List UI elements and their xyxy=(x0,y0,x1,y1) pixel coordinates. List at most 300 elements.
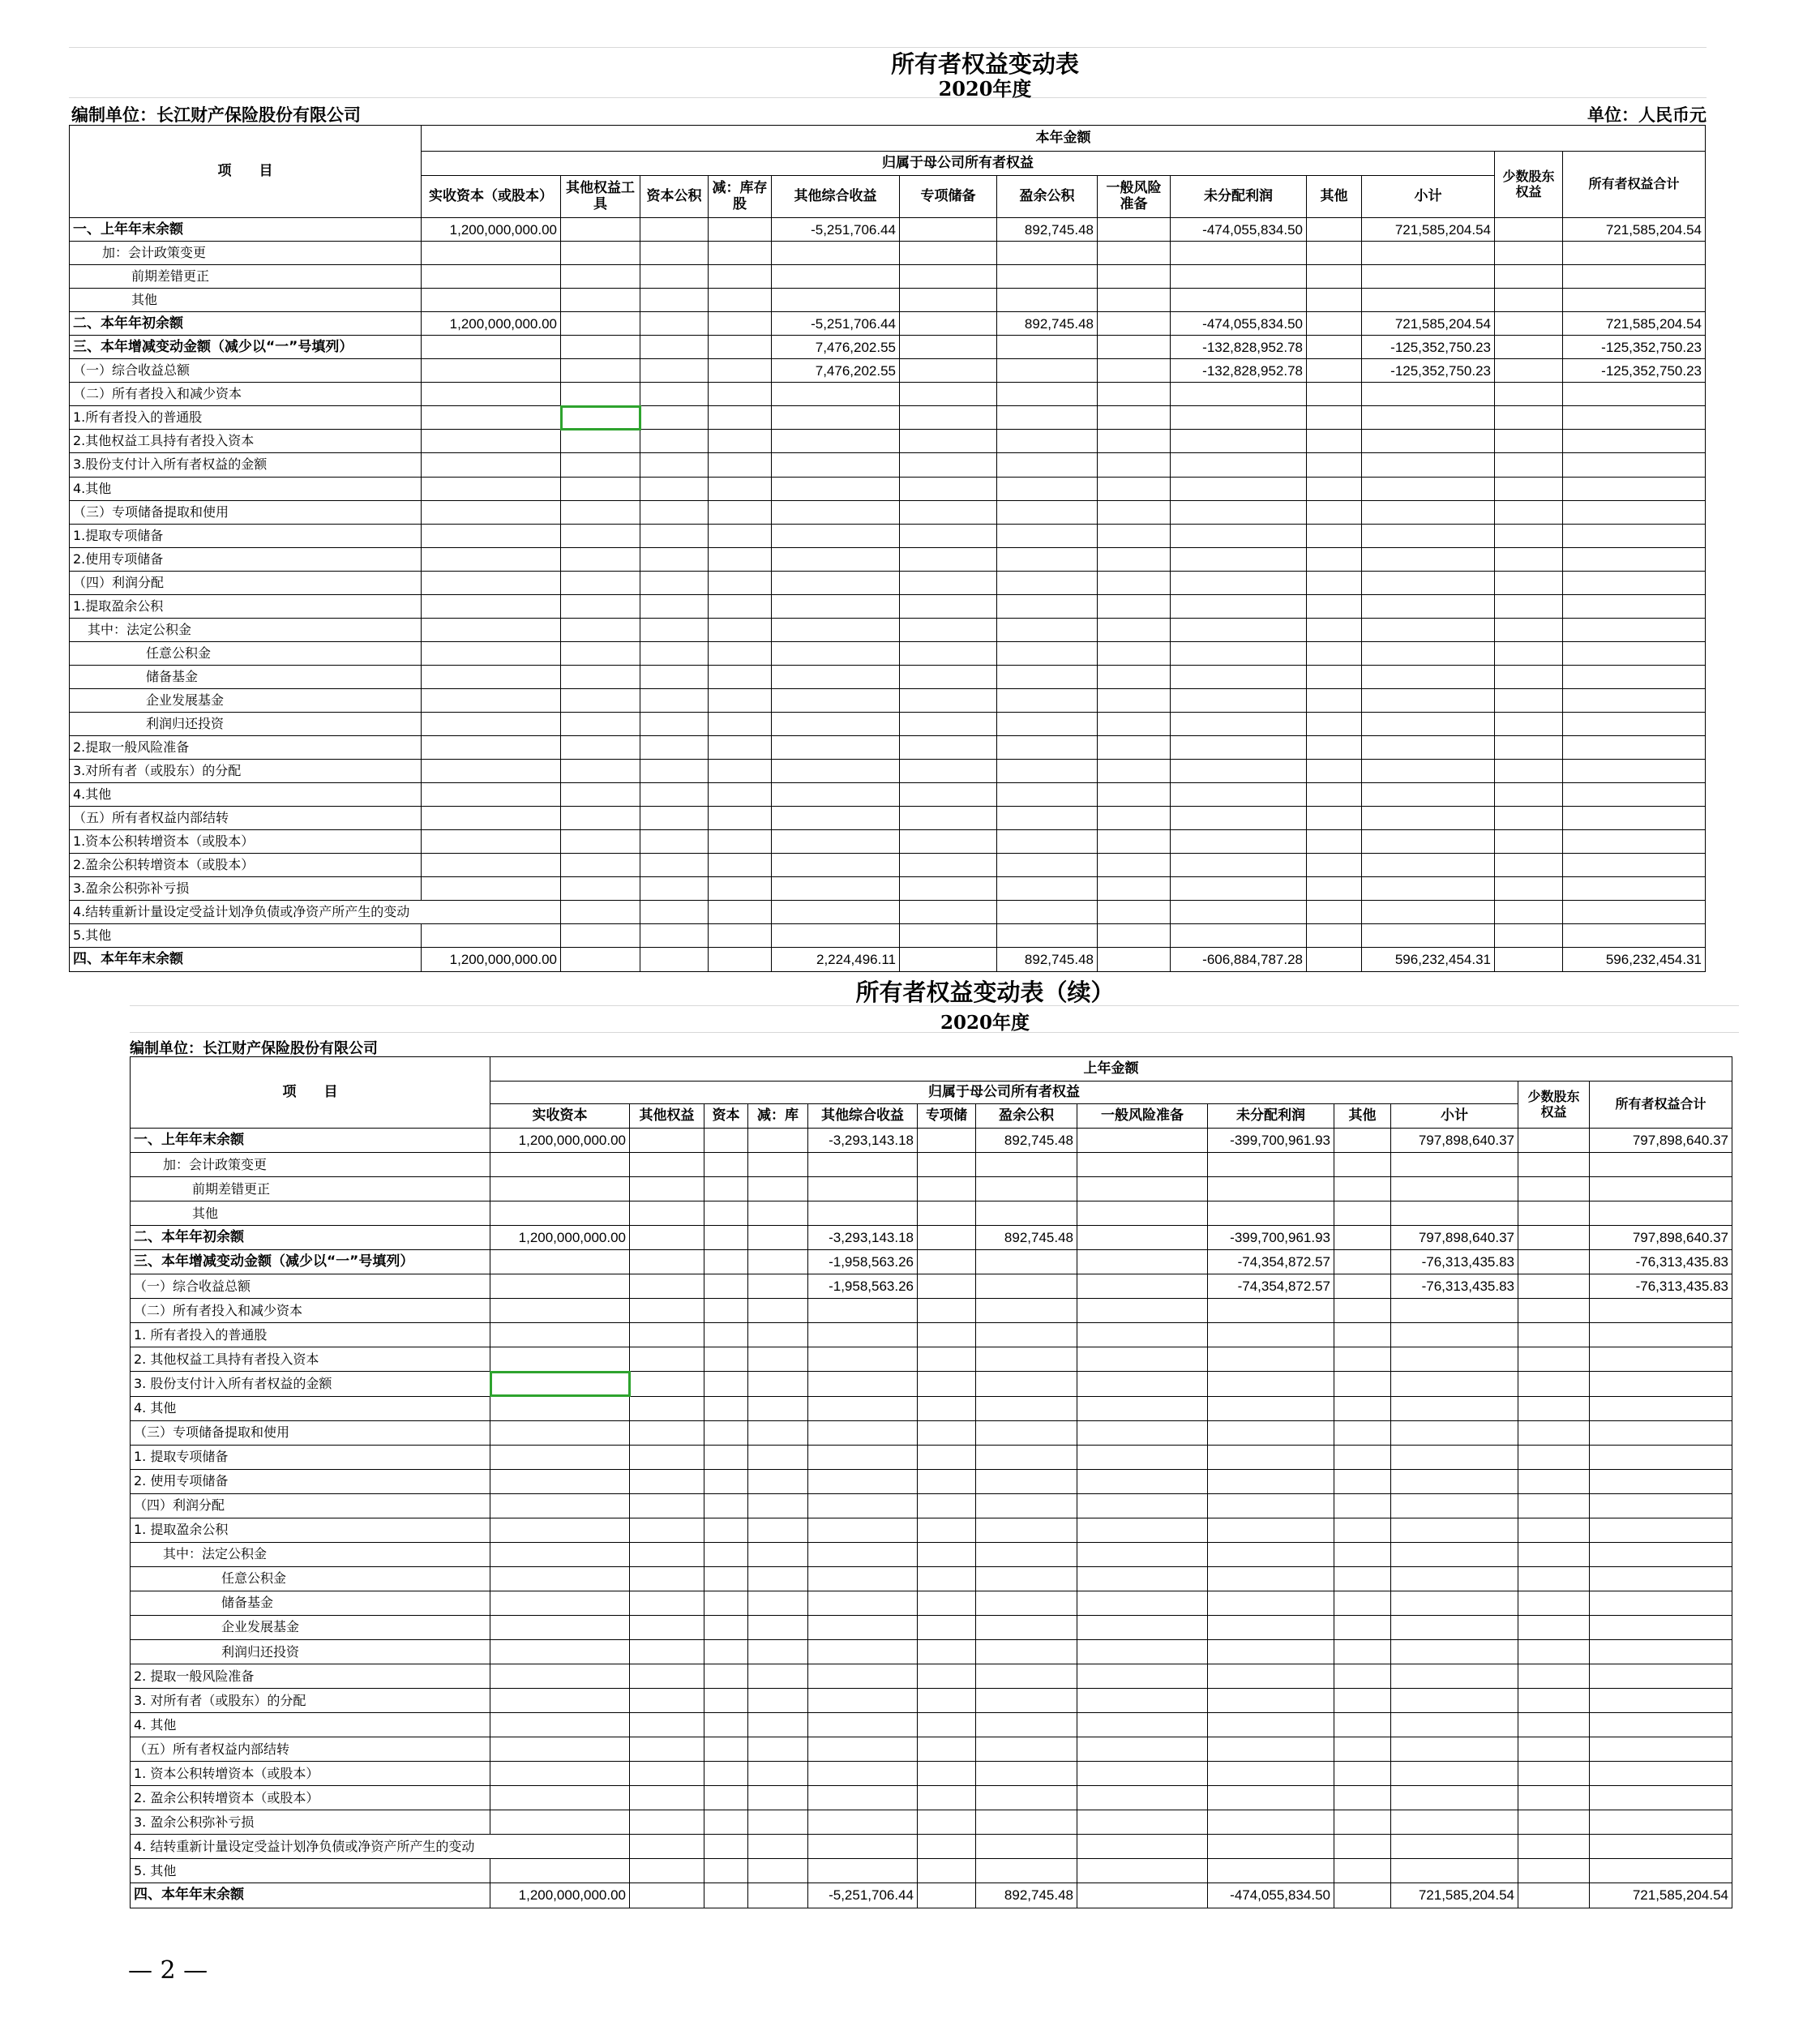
cell[interactable] xyxy=(709,430,772,453)
cell[interactable] xyxy=(709,571,772,594)
cell[interactable] xyxy=(748,1639,808,1664)
cell[interactable] xyxy=(1077,1835,1208,1859)
cell[interactable] xyxy=(748,1762,808,1786)
cell[interactable] xyxy=(1563,383,1706,406)
cell[interactable] xyxy=(1590,1445,1732,1469)
cell[interactable] xyxy=(422,406,561,430)
cell[interactable] xyxy=(1518,1250,1590,1274)
cell[interactable] xyxy=(1563,807,1706,830)
cell[interactable] xyxy=(1495,807,1563,830)
cell[interactable] xyxy=(772,924,900,948)
cell[interactable] xyxy=(1098,618,1171,641)
cell[interactable] xyxy=(561,901,640,924)
cell[interactable] xyxy=(772,665,900,688)
cell[interactable] xyxy=(561,665,640,688)
cell[interactable] xyxy=(772,830,900,854)
cell[interactable] xyxy=(1362,477,1495,500)
cell[interactable] xyxy=(1391,1518,1518,1542)
cell[interactable] xyxy=(1563,430,1706,453)
cell[interactable]: -1,958,563.26 xyxy=(808,1274,918,1299)
cell[interactable] xyxy=(1590,1347,1732,1372)
cell[interactable] xyxy=(772,406,900,430)
cell[interactable] xyxy=(1590,1396,1732,1420)
cell[interactable]: 721,585,204.54 xyxy=(1590,1883,1732,1908)
cell[interactable] xyxy=(1334,1591,1391,1615)
cell[interactable] xyxy=(1334,1859,1391,1883)
cell[interactable] xyxy=(1590,1566,1732,1591)
cell[interactable] xyxy=(1307,383,1362,406)
cell[interactable] xyxy=(1362,665,1495,688)
cell[interactable] xyxy=(918,1250,976,1274)
cell[interactable] xyxy=(422,712,561,735)
cell[interactable] xyxy=(900,547,997,571)
cell[interactable]: -132,828,952.78 xyxy=(1171,336,1307,359)
cell[interactable] xyxy=(561,948,640,971)
cell[interactable] xyxy=(976,1347,1077,1372)
cell[interactable] xyxy=(1098,312,1171,336)
cell[interactable] xyxy=(1171,571,1307,594)
cell[interactable] xyxy=(748,1250,808,1274)
cell[interactable] xyxy=(748,1737,808,1762)
cell[interactable] xyxy=(561,736,640,760)
cell[interactable] xyxy=(772,641,900,665)
cell[interactable] xyxy=(1391,1347,1518,1372)
cell[interactable] xyxy=(561,359,640,383)
cell[interactable] xyxy=(640,641,709,665)
cell[interactable] xyxy=(630,1493,704,1518)
cell[interactable] xyxy=(918,1469,976,1493)
cell[interactable] xyxy=(808,1347,918,1372)
cell[interactable] xyxy=(630,1689,704,1713)
cell[interactable] xyxy=(640,430,709,453)
cell[interactable] xyxy=(1208,1153,1334,1177)
cell[interactable] xyxy=(1362,383,1495,406)
cell[interactable] xyxy=(640,807,709,830)
cell[interactable] xyxy=(422,736,561,760)
cell[interactable] xyxy=(772,242,900,265)
cell[interactable] xyxy=(630,1566,704,1591)
cell[interactable] xyxy=(1307,289,1362,312)
cell[interactable] xyxy=(1495,312,1563,336)
cell[interactable] xyxy=(1334,1835,1391,1859)
cell[interactable] xyxy=(704,1153,748,1177)
cell[interactable] xyxy=(1495,430,1563,453)
cell[interactable] xyxy=(997,901,1098,924)
cell[interactable] xyxy=(808,1566,918,1591)
cell[interactable] xyxy=(900,383,997,406)
cell[interactable] xyxy=(900,477,997,500)
cell[interactable] xyxy=(900,712,997,735)
cell[interactable] xyxy=(997,500,1098,524)
cell[interactable] xyxy=(490,1591,630,1615)
cell[interactable] xyxy=(1171,265,1307,289)
cell[interactable] xyxy=(640,760,709,783)
cell[interactable] xyxy=(772,618,900,641)
cell[interactable] xyxy=(1518,1786,1590,1810)
cell[interactable] xyxy=(1391,1835,1518,1859)
cell[interactable] xyxy=(1077,1591,1208,1615)
cell[interactable] xyxy=(490,1639,630,1664)
cell[interactable] xyxy=(422,807,561,830)
cell[interactable] xyxy=(772,500,900,524)
cell[interactable] xyxy=(1391,1639,1518,1664)
cell[interactable] xyxy=(640,665,709,688)
cell[interactable] xyxy=(997,477,1098,500)
cell[interactable] xyxy=(1362,901,1495,924)
cell[interactable] xyxy=(1362,807,1495,830)
cell[interactable]: 1,200,000,000.00 xyxy=(490,1129,630,1153)
cell[interactable] xyxy=(900,289,997,312)
cell[interactable] xyxy=(976,1786,1077,1810)
cell[interactable] xyxy=(808,1810,918,1835)
cell[interactable] xyxy=(640,830,709,854)
cell[interactable] xyxy=(1590,1835,1732,1859)
cell[interactable] xyxy=(808,1493,918,1518)
cell[interactable] xyxy=(1208,1762,1334,1786)
cell[interactable] xyxy=(1208,1835,1334,1859)
cell[interactable] xyxy=(704,1201,748,1226)
cell[interactable] xyxy=(1362,265,1495,289)
cell[interactable] xyxy=(772,688,900,712)
cell[interactable] xyxy=(1590,1639,1732,1664)
cell[interactable]: 1,200,000,000.00 xyxy=(490,1226,630,1250)
cell[interactable] xyxy=(1171,688,1307,712)
cell[interactable]: -474,055,834.50 xyxy=(1171,218,1307,242)
cell[interactable] xyxy=(1495,901,1563,924)
cell[interactable] xyxy=(1518,1226,1590,1250)
cell[interactable] xyxy=(704,1883,748,1908)
cell[interactable] xyxy=(1208,1566,1334,1591)
cell[interactable] xyxy=(1077,1689,1208,1713)
cell[interactable] xyxy=(1518,1420,1590,1445)
cell[interactable] xyxy=(1362,453,1495,477)
cell[interactable] xyxy=(1307,618,1362,641)
cell[interactable] xyxy=(976,1274,1077,1299)
cell[interactable] xyxy=(1563,477,1706,500)
cell[interactable] xyxy=(704,1177,748,1201)
cell[interactable] xyxy=(976,1201,1077,1226)
cell[interactable] xyxy=(997,618,1098,641)
cell[interactable] xyxy=(704,1129,748,1153)
cell[interactable] xyxy=(1098,877,1171,901)
cell[interactable] xyxy=(709,477,772,500)
cell[interactable] xyxy=(772,430,900,453)
cell[interactable] xyxy=(709,265,772,289)
cell[interactable] xyxy=(808,1153,918,1177)
cell[interactable] xyxy=(1171,500,1307,524)
cell[interactable] xyxy=(1077,1469,1208,1493)
cell[interactable] xyxy=(808,1518,918,1542)
cell[interactable] xyxy=(1171,383,1307,406)
cell[interactable] xyxy=(630,1737,704,1762)
cell[interactable] xyxy=(490,1493,630,1518)
cell[interactable] xyxy=(630,1153,704,1177)
cell[interactable] xyxy=(808,1835,918,1859)
cell[interactable] xyxy=(1495,336,1563,359)
cell[interactable] xyxy=(748,1372,808,1396)
cell[interactable] xyxy=(772,854,900,877)
cell[interactable] xyxy=(422,594,561,618)
cell[interactable] xyxy=(1495,477,1563,500)
cell[interactable] xyxy=(748,1786,808,1810)
cell[interactable] xyxy=(748,1518,808,1542)
cell[interactable] xyxy=(561,877,640,901)
cell[interactable] xyxy=(561,688,640,712)
cell[interactable] xyxy=(1077,1201,1208,1226)
cell[interactable] xyxy=(422,524,561,547)
cell[interactable] xyxy=(704,1566,748,1591)
cell[interactable] xyxy=(1391,1762,1518,1786)
cell[interactable] xyxy=(772,289,900,312)
cell[interactable]: -5,251,706.44 xyxy=(772,312,900,336)
cell[interactable] xyxy=(772,571,900,594)
cell[interactable]: 892,745.48 xyxy=(976,1129,1077,1153)
cell[interactable] xyxy=(1334,1153,1391,1177)
cell[interactable] xyxy=(997,336,1098,359)
cell[interactable] xyxy=(918,1274,976,1299)
cell[interactable] xyxy=(704,1762,748,1786)
cell[interactable] xyxy=(1590,1810,1732,1835)
cell[interactable] xyxy=(748,1615,808,1639)
cell[interactable] xyxy=(808,1786,918,1810)
cell[interactable] xyxy=(1495,948,1563,971)
cell[interactable] xyxy=(918,1347,976,1372)
cell[interactable] xyxy=(1590,1420,1732,1445)
cell[interactable] xyxy=(1518,1445,1590,1469)
cell[interactable] xyxy=(709,901,772,924)
cell[interactable] xyxy=(808,1372,918,1396)
cell[interactable] xyxy=(1171,901,1307,924)
cell[interactable] xyxy=(1098,760,1171,783)
cell[interactable] xyxy=(1495,500,1563,524)
cell[interactable] xyxy=(422,665,561,688)
cell[interactable] xyxy=(1098,406,1171,430)
cell[interactable] xyxy=(1098,477,1171,500)
cell[interactable] xyxy=(1334,1542,1391,1566)
cell[interactable] xyxy=(561,712,640,735)
cell[interactable] xyxy=(900,830,997,854)
cell[interactable]: -5,251,706.44 xyxy=(772,218,900,242)
cell[interactable] xyxy=(976,1518,1077,1542)
cell[interactable] xyxy=(640,312,709,336)
cell[interactable]: 7,476,202.55 xyxy=(772,359,900,383)
cell[interactable] xyxy=(748,1201,808,1226)
cell[interactable] xyxy=(1098,901,1171,924)
cell[interactable] xyxy=(1208,1493,1334,1518)
cell[interactable] xyxy=(1563,736,1706,760)
cell[interactable] xyxy=(976,1323,1077,1347)
cell[interactable]: -399,700,961.93 xyxy=(1208,1226,1334,1250)
cell[interactable] xyxy=(976,1299,1077,1323)
cell[interactable] xyxy=(918,1859,976,1883)
cell[interactable] xyxy=(640,242,709,265)
cell[interactable] xyxy=(1334,1566,1391,1591)
cell[interactable] xyxy=(1098,924,1171,948)
cell[interactable] xyxy=(1208,1396,1334,1420)
cell[interactable] xyxy=(1077,1274,1208,1299)
cell[interactable] xyxy=(1362,736,1495,760)
cell[interactable] xyxy=(640,736,709,760)
cell[interactable] xyxy=(561,500,640,524)
cell[interactable] xyxy=(704,1420,748,1445)
cell[interactable] xyxy=(1495,524,1563,547)
cell[interactable] xyxy=(1208,1299,1334,1323)
cell[interactable] xyxy=(1391,1810,1518,1835)
cell[interactable] xyxy=(561,265,640,289)
cell[interactable] xyxy=(1171,830,1307,854)
cell[interactable] xyxy=(1098,336,1171,359)
cell[interactable] xyxy=(630,1201,704,1226)
cell[interactable] xyxy=(918,1737,976,1762)
cell[interactable]: -76,313,435.83 xyxy=(1590,1274,1732,1299)
cell[interactable] xyxy=(1334,1762,1391,1786)
cell[interactable] xyxy=(1391,1493,1518,1518)
cell[interactable] xyxy=(1098,383,1171,406)
cell[interactable]: -474,055,834.50 xyxy=(1171,312,1307,336)
cell[interactable] xyxy=(1391,1201,1518,1226)
cell[interactable] xyxy=(630,1177,704,1201)
cell[interactable] xyxy=(808,1859,918,1883)
cell[interactable] xyxy=(709,830,772,854)
cell[interactable] xyxy=(640,854,709,877)
cell[interactable] xyxy=(997,406,1098,430)
cell[interactable] xyxy=(422,924,561,948)
cell[interactable]: -125,352,750.23 xyxy=(1563,359,1706,383)
cell[interactable] xyxy=(704,1786,748,1810)
cell[interactable] xyxy=(561,336,640,359)
cell[interactable] xyxy=(709,877,772,901)
cell[interactable] xyxy=(976,1689,1077,1713)
cell[interactable] xyxy=(1590,1786,1732,1810)
cell[interactable]: -3,293,143.18 xyxy=(808,1129,918,1153)
cell[interactable] xyxy=(1518,1689,1590,1713)
cell[interactable] xyxy=(640,359,709,383)
cell[interactable] xyxy=(1391,1737,1518,1762)
cell[interactable] xyxy=(900,665,997,688)
cell[interactable] xyxy=(1495,218,1563,242)
cell[interactable] xyxy=(704,1274,748,1299)
cell[interactable] xyxy=(900,571,997,594)
cell[interactable] xyxy=(1391,1713,1518,1737)
cell[interactable] xyxy=(976,1859,1077,1883)
cell[interactable] xyxy=(422,547,561,571)
cell[interactable] xyxy=(808,1420,918,1445)
cell[interactable] xyxy=(709,948,772,971)
cell[interactable] xyxy=(808,1177,918,1201)
cell[interactable] xyxy=(997,665,1098,688)
cell[interactable] xyxy=(808,1762,918,1786)
cell[interactable] xyxy=(1208,1689,1334,1713)
cell[interactable] xyxy=(422,571,561,594)
cell[interactable] xyxy=(1098,665,1171,688)
cell[interactable] xyxy=(900,265,997,289)
cell[interactable] xyxy=(561,618,640,641)
cell[interactable] xyxy=(630,1129,704,1153)
cell[interactable] xyxy=(1518,1737,1590,1762)
cell[interactable] xyxy=(640,688,709,712)
cell[interactable] xyxy=(630,1664,704,1689)
cell[interactable] xyxy=(900,594,997,618)
cell[interactable] xyxy=(1098,807,1171,830)
cell[interactable] xyxy=(1307,218,1362,242)
cell[interactable] xyxy=(900,242,997,265)
cell[interactable] xyxy=(1334,1299,1391,1323)
cell[interactable] xyxy=(1208,1445,1334,1469)
cell[interactable] xyxy=(561,547,640,571)
cell[interactable] xyxy=(1362,783,1495,807)
cell[interactable]: 1,200,000,000.00 xyxy=(490,1883,630,1908)
cell[interactable] xyxy=(1518,1396,1590,1420)
cell[interactable] xyxy=(422,289,561,312)
cell[interactable]: 892,745.48 xyxy=(976,1883,1077,1908)
cell[interactable] xyxy=(808,1396,918,1420)
cell[interactable] xyxy=(704,1323,748,1347)
cell[interactable]: -5,251,706.44 xyxy=(808,1883,918,1908)
cell[interactable] xyxy=(630,1250,704,1274)
cell[interactable] xyxy=(709,242,772,265)
cell[interactable] xyxy=(630,1786,704,1810)
cell[interactable] xyxy=(1171,783,1307,807)
cell[interactable] xyxy=(748,1323,808,1347)
cell[interactable] xyxy=(630,1347,704,1372)
cell[interactable] xyxy=(1495,641,1563,665)
cell[interactable] xyxy=(640,618,709,641)
cell[interactable]: -1,958,563.26 xyxy=(808,1250,918,1274)
cell[interactable] xyxy=(709,760,772,783)
cell[interactable] xyxy=(640,289,709,312)
cell[interactable] xyxy=(748,1493,808,1518)
selected-cell[interactable] xyxy=(561,406,640,430)
cell[interactable] xyxy=(630,1713,704,1737)
cell[interactable] xyxy=(490,1299,630,1323)
cell[interactable] xyxy=(1362,712,1495,735)
cell[interactable] xyxy=(490,1250,630,1274)
cell[interactable] xyxy=(630,1420,704,1445)
cell[interactable] xyxy=(1495,665,1563,688)
cell[interactable] xyxy=(1077,1250,1208,1274)
cell[interactable] xyxy=(1171,430,1307,453)
cell[interactable] xyxy=(490,1762,630,1786)
cell[interactable] xyxy=(1495,289,1563,312)
cell[interactable] xyxy=(1334,1129,1391,1153)
cell[interactable] xyxy=(900,924,997,948)
cell[interactable] xyxy=(1495,783,1563,807)
cell[interactable] xyxy=(1495,688,1563,712)
cell[interactable] xyxy=(1334,1639,1391,1664)
cell[interactable] xyxy=(1362,571,1495,594)
cell[interactable] xyxy=(1334,1372,1391,1396)
cell[interactable] xyxy=(1563,524,1706,547)
cell[interactable] xyxy=(1518,1713,1590,1737)
cell[interactable] xyxy=(1495,453,1563,477)
cell[interactable] xyxy=(422,854,561,877)
cell[interactable] xyxy=(1334,1518,1391,1542)
cell[interactable] xyxy=(772,383,900,406)
cell[interactable] xyxy=(1077,1518,1208,1542)
cell[interactable] xyxy=(630,1445,704,1469)
cell[interactable] xyxy=(1362,594,1495,618)
cell[interactable] xyxy=(1563,289,1706,312)
cell[interactable] xyxy=(422,453,561,477)
cell[interactable] xyxy=(704,1639,748,1664)
cell[interactable] xyxy=(709,218,772,242)
cell[interactable] xyxy=(1563,830,1706,854)
cell[interactable] xyxy=(748,1274,808,1299)
cell[interactable] xyxy=(918,1153,976,1177)
cell[interactable] xyxy=(561,571,640,594)
cell[interactable] xyxy=(640,547,709,571)
cell[interactable] xyxy=(900,406,997,430)
